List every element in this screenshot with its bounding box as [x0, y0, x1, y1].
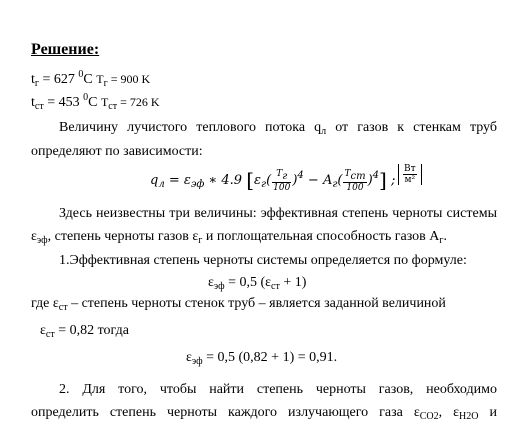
text: и: [478, 405, 497, 420]
t-subscript: ст: [34, 101, 44, 112]
item1-calculation: [186, 349, 337, 371]
close-paren: ): [367, 173, 373, 188]
solution-heading: Решение:: [31, 41, 100, 58]
subscript: г: [198, 235, 203, 246]
subscript: эф: [36, 235, 48, 246]
paragraph-heat-flow-line1: [59, 119, 497, 141]
Tg-fraction: [272, 169, 291, 193]
subscript: ст: [271, 281, 280, 292]
eps-subscript: эф: [190, 179, 205, 190]
text: , ε: [438, 405, 460, 420]
wall-temperature-line: [31, 89, 160, 116]
unit-fraction: [403, 164, 417, 185]
power: 4: [372, 170, 380, 181]
item1-value: [40, 322, 129, 344]
subscript: ст: [45, 329, 55, 340]
numerator-subscript: ст: [350, 170, 366, 182]
item1-where: [31, 295, 446, 317]
numerator: T: [276, 168, 283, 179]
t-symbol: t: [31, 72, 35, 87]
subscript: ст: [58, 302, 68, 313]
text: Величину лучистого теплового потока q: [59, 120, 322, 135]
heat-flow-formula: [150, 163, 395, 198]
subscript: H2O: [459, 411, 479, 422]
text: ε: [40, 323, 46, 338]
text: ε: [186, 350, 192, 365]
subscript: г: [439, 235, 444, 246]
item1-text: 1.Эффективная степень черноты системы определяется по формуле:: [59, 253, 467, 268]
text: где ε: [31, 296, 59, 311]
Tst-fraction: [343, 169, 366, 193]
t-subscript: г: [34, 78, 39, 89]
degree-superscript: 0: [83, 92, 89, 103]
coefficient: ∗ 4.9: [204, 173, 247, 188]
open-paren: (: [337, 173, 343, 188]
text: определить степень черноты каждого излучающего газа ε: [31, 405, 420, 420]
close-paren: ): [292, 173, 298, 188]
paragraph-unknowns-line2: [31, 228, 447, 250]
t-value: = 453: [43, 95, 84, 110]
eps-g-subscript: г: [261, 179, 267, 190]
celsius-unit: C: [88, 95, 101, 110]
denominator: 100: [273, 182, 291, 193]
text: + 1): [279, 275, 307, 290]
item1-formula: [208, 274, 306, 296]
semicolon: ;: [386, 173, 396, 188]
subscript: CO2: [419, 411, 439, 422]
text: и поглощательная способность газов A: [202, 229, 440, 244]
right-bracket: ]: [379, 168, 387, 192]
q-subscript: л: [158, 179, 165, 190]
open-paren: (: [266, 173, 272, 188]
text: ε: [208, 275, 214, 290]
power: 4: [297, 170, 304, 181]
numerator: T: [344, 168, 351, 179]
text: от газов к стенкам труб: [326, 120, 497, 135]
paragraph-heat-flow-line2: определяют по зависимости:: [31, 144, 203, 159]
subscript: л: [321, 126, 327, 137]
text: = 0,5 (ε: [224, 275, 272, 290]
unit-numerator: Вт: [404, 164, 416, 174]
denominator: 100: [346, 182, 364, 193]
left-bracket: [: [246, 168, 255, 192]
q-symbol: q: [150, 173, 159, 188]
eps-g-symbol: ε: [254, 173, 261, 188]
celsius-unit: C: [83, 72, 97, 87]
A-symbol: − A: [303, 173, 333, 188]
item2-line1: 2. Для того, чтобы найти степень черноты газов, необходимо: [59, 382, 497, 397]
text: .: [443, 229, 447, 244]
subscript: эф: [191, 356, 203, 367]
text: = 0,5 (0,82 + 1) = 0,91.: [202, 350, 338, 365]
T-value: = 726 K: [117, 95, 160, 109]
unit-bracket: [398, 164, 422, 185]
A-subscript: г: [332, 179, 338, 190]
unit-denominator: м²: [404, 175, 416, 185]
degree-superscript: 0: [78, 69, 84, 80]
text: – степень черноты стенок труб – является заданной величиной: [67, 296, 446, 311]
T-subscript: ст: [108, 101, 118, 112]
unit-box: [398, 164, 422, 185]
t-symbol: t: [31, 95, 35, 110]
text: ε: [31, 229, 37, 244]
text: = 0,82 тогда: [54, 323, 129, 338]
text: , степень черноты газов ε: [47, 229, 199, 244]
t-value: = 627: [39, 72, 79, 87]
paragraph-unknowns-line1: Здесь неизвестны три величины: эффективная степень черноты системы: [59, 206, 497, 221]
T-symbol: T: [96, 72, 104, 86]
eps-symbol: = ε: [164, 173, 191, 188]
numerator-subscript: г: [282, 170, 288, 182]
T-subscript: г: [103, 78, 108, 89]
subscript: эф: [213, 281, 225, 292]
T-symbol: T: [100, 95, 109, 109]
T-value: = 900 K: [107, 72, 151, 86]
